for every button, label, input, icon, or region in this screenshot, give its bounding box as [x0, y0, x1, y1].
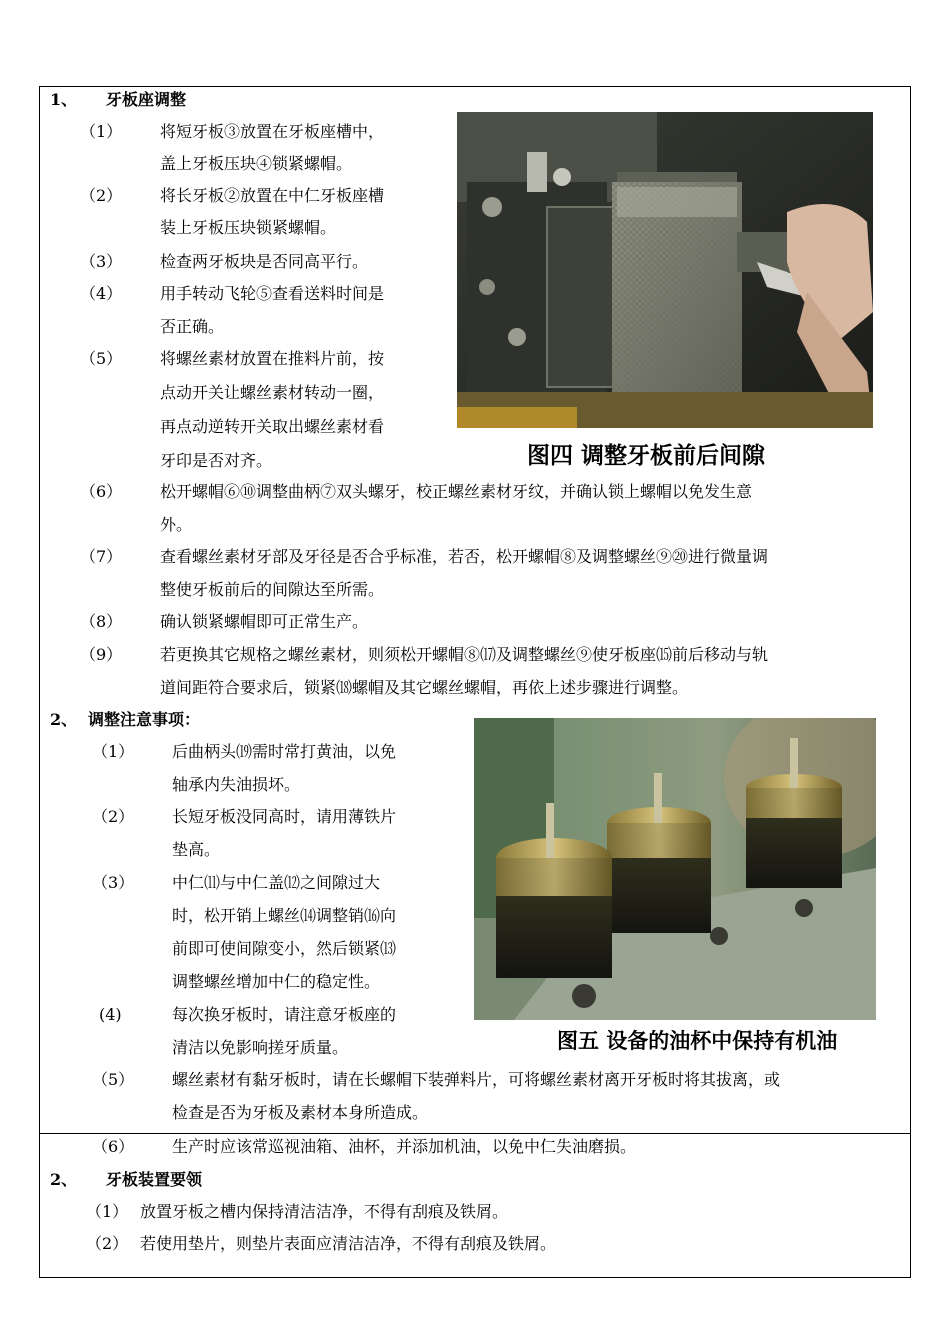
s1-item-6-line-2: 外。: [160, 515, 193, 534]
s1-item-3-line-1: 检查两牙板块是否同高平行。: [160, 252, 369, 271]
s1-item-2-number: （2）: [80, 186, 123, 205]
s1-item-8-line-1: 确认锁紧螺帽即可正常生产。: [160, 612, 369, 631]
section-2-number: 2、: [50, 710, 78, 729]
section-1-number: 1、: [50, 90, 78, 109]
s1-item-8-number: （8）: [80, 612, 123, 631]
s2-item-3-number: （3）: [92, 873, 135, 892]
section-3-number: 2、: [50, 1170, 78, 1189]
figure-5-caption: 图五 设备的油杯中保持有机油: [557, 1029, 838, 1053]
s1-item-4-line-2: 否正确。: [160, 317, 225, 336]
s2-item-6-number: （6）: [92, 1137, 135, 1156]
s1-item-4-line-1: 用手转动飞轮⑤查看送料时间是: [160, 284, 385, 303]
s1-item-5-line-4: 牙印是否对齐。: [160, 451, 273, 470]
s1-item-5-line-3: 再点动逆转开关取出螺丝素材看: [160, 417, 385, 436]
s2-item-3-line-3: 前即可使间隙变小，然后锁紧⒀: [172, 939, 397, 958]
s1-item-9-line-2: 道间距符合要求后，锁紧⒅螺帽及其它螺丝螺帽，再依上述步骤进行调整。: [160, 678, 689, 697]
s2-item-3-line-1: 中仁⑾与中仁盖⑿之间隙过大: [172, 873, 381, 892]
s2-item-3-line-2: 时，松开销上螺丝⒁调整销⒃向: [172, 906, 397, 925]
s1-item-6-number: （6）: [80, 482, 123, 501]
s1-item-7-line-1: 查看螺丝素材牙部及牙径是否合乎标准，若否，松开螺帽⑧及调整螺丝⑨⑳进行微量调: [160, 547, 769, 566]
s1-item-2-line-1: 将长牙板②放置在中仁牙板座槽: [160, 186, 385, 205]
s3-item-1-number: （1）: [86, 1202, 129, 1221]
s2-item-4-number: (4): [99, 1005, 122, 1024]
s2-item-4-line-2: 清洁以免影响搓牙质量。: [172, 1038, 349, 1057]
s1-item-3-number: （3）: [80, 252, 123, 271]
s2-item-5-line-1: 螺丝素材有黏牙板时，请在长螺帽下装弹料片，可将螺丝素材离开牙板时将其拔离，或: [172, 1070, 781, 1089]
s1-item-2-line-2: 装上牙板压块锁紧螺帽。: [160, 218, 337, 237]
s1-item-9-line-1: 若更换其它规格之螺丝素材，则须松开螺帽⑧⒄及调整螺丝⑨使牙板座⒂前后移动与轨: [160, 645, 769, 664]
s2-item-3-line-4: 调整螺丝增加中仁的稳定性。: [172, 972, 381, 991]
section-2-title: 调整注意事项：: [88, 710, 201, 729]
s2-item-4-line-1: 每次换牙板时，请注意牙板座的: [172, 1005, 397, 1024]
machine-photo-illustration: [457, 112, 873, 428]
s1-item-5-line-2: 点动开关让螺丝素材转动一圈，: [160, 383, 385, 402]
s1-item-1-line-1: 将短牙板③放置在牙板座槽中，: [160, 122, 385, 141]
s2-item-1-number: （1）: [92, 742, 135, 761]
oil-cup-photo-illustration: [474, 718, 876, 1020]
s2-item-5-line-2: 检查是否为牙板及素材本身所造成。: [172, 1103, 429, 1122]
s1-item-1-line-2: 盖上牙板压块④锁紧螺帽。: [160, 154, 353, 173]
s2-item-2-number: （2）: [92, 807, 135, 826]
section-3-title: 牙板装置要领: [106, 1170, 203, 1189]
s1-item-4-number: （4）: [80, 284, 123, 303]
s2-item-2-line-2: 垫高。: [172, 840, 221, 859]
figure-4-photo: [457, 112, 873, 428]
s3-item-2-number: （2）: [86, 1234, 129, 1253]
s1-item-6-line-1: 松开螺帽⑥⑩调整曲柄⑦双头螺牙，校正螺丝素材牙纹，并确认锁上螺帽以免发生意: [160, 482, 753, 501]
s2-item-5-number: （5）: [92, 1070, 135, 1089]
s1-item-5-line-1: 将螺丝素材放置在推料片前，按: [160, 349, 385, 368]
s2-item-6-line-1: 生产时应该常巡视油箱、油杯，并添加机油，以免中仁失油磨损。: [172, 1137, 637, 1156]
s1-item-1-number: （1）: [80, 122, 123, 141]
s1-item-7-number: （7）: [80, 547, 123, 566]
section-1-title: 牙板座调整: [106, 90, 187, 109]
s3-item-1-line-1: 放置牙板之槽内保持清洁洁净，不得有刮痕及铁屑。: [140, 1202, 509, 1221]
figure-5-photo: [474, 718, 876, 1020]
s1-item-5-number: （5）: [80, 349, 123, 368]
figure-4-caption: 图四 调整牙板前后间隙: [527, 443, 766, 469]
s2-item-2-line-1: 长短牙板没同高时，请用薄铁片: [172, 807, 397, 826]
s2-item-1-line-2: 轴承内失油损坏。: [172, 775, 301, 794]
s2-item-1-line-1: 后曲柄头⒆需时常打黄油，以免: [172, 742, 397, 761]
s1-item-9-number: （9）: [80, 645, 123, 664]
table-row-divider: [39, 1133, 911, 1134]
s1-item-7-line-2: 整使牙板前后的间隙达至所需。: [160, 580, 385, 599]
s3-item-2-line-1: 若使用垫片，则垫片表面应清洁洁净，不得有刮痕及铁屑。: [140, 1234, 557, 1253]
